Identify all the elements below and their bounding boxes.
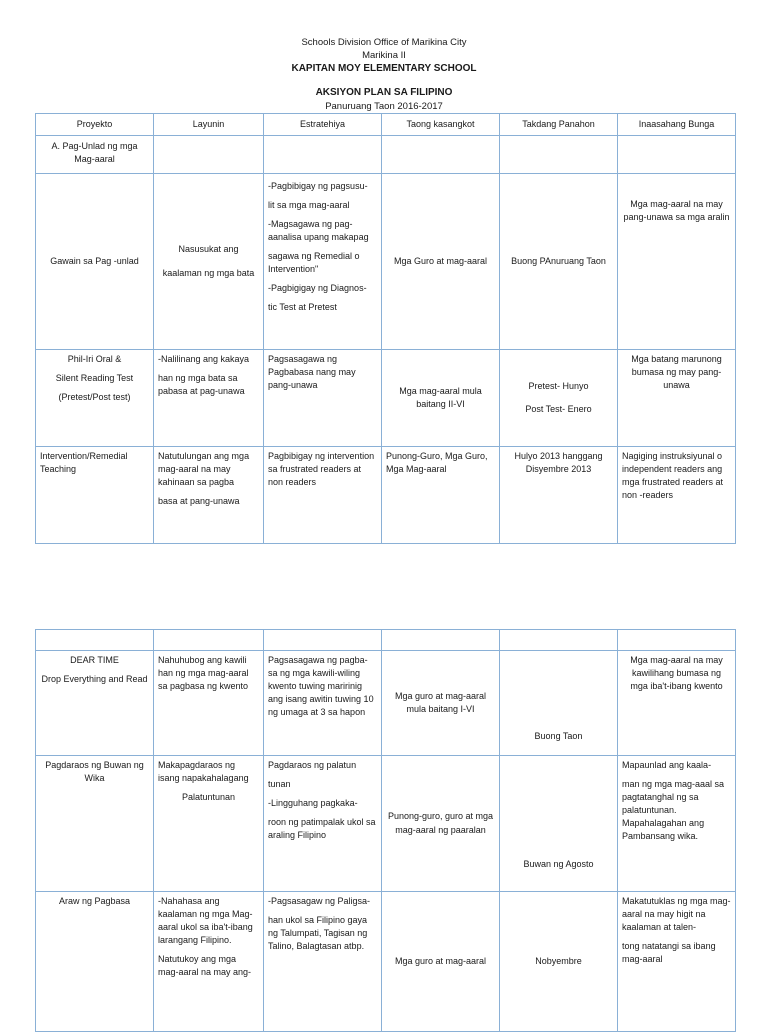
empty-header-row <box>36 630 736 651</box>
col-header-takdang-panahon: Takdang Panahon <box>500 114 618 136</box>
office-name: Schools Division Office of Marikina City <box>301 37 467 48</box>
cell-takdang-panahon: Buong Taon <box>500 651 618 756</box>
cell-inaasahang-bunga: Makatutuklas ng mga mag-aaral na may higit na kaalaman at talen- tong natatangi sa ibang mag-aaral <box>618 892 736 1032</box>
document-header <box>0 36 768 113</box>
cell-inaasahang-bunga: Mga mag-aaral na may kawilihang bumasa ng mga iba't-ibang kwento <box>618 651 736 756</box>
col-header-layunin: Layunin <box>154 114 264 136</box>
school-year: Panuruang Taon 2016-2017 <box>325 101 443 112</box>
cell-layunin: -Nalilinang ang kakaya han ng mga bata sa pabasa at pag-unawa <box>154 350 264 447</box>
cell-layunin: Makapagdaraos ng isang napakahalagang Palatuntunan <box>154 756 264 892</box>
cell-layunin: -Nahahasa ang kaalaman ng mga Mag-aaral ukol sa iba't-ibang larangang Filipino. Natutukoy ang mga mag-aaral na may ang- <box>154 892 264 1032</box>
col-header-proyekto: Proyekto <box>36 114 154 136</box>
table-row <box>36 174 736 350</box>
cell-inaasahang-bunga: Mga batang marunong bumasa ng may pang-unawa <box>618 350 736 447</box>
cell-taong-kasangkot: Mga mag-aaral mula baitang II-VI <box>382 350 500 447</box>
table-row <box>36 756 736 892</box>
col-header-estratehiya: Estratehiya <box>264 114 382 136</box>
cell-inaasahang-bunga: Nagiging instruksiyunal o independent readers ang mga frustrated readers at non -readers <box>618 447 736 544</box>
cell-estratehiya: Pagsasagawa ng pagba- sa ng mga kawili-wiling kwento tuwing maririnig ang isang awitin tuwing 10 ng umaga at 3 sa hapon <box>264 651 382 756</box>
district-name: Marikina II <box>362 50 406 61</box>
cell-taong-kasangkot: Punong-Guro, Mga Guro, Mga Mag-aaral <box>382 447 500 544</box>
table-header-row <box>36 114 736 136</box>
section-row <box>36 136 736 174</box>
table-row <box>36 651 736 756</box>
action-plan-table-2 <box>35 629 736 1032</box>
cell-takdang-panahon: Pretest- Hunyo Post Test- Enero <box>500 350 618 447</box>
col-header-taong-kasangkot: Taong kasangkot <box>382 114 500 136</box>
cell-estratehiya: -Pagsasagaw ng Paligsa- han ukol sa Filipino gaya ng Talumpati, Tagisan ng Talino, Balagtasan atbp. <box>264 892 382 1032</box>
cell-taong-kasangkot: Mga guro at mag-aaral mula baitang I-VI <box>382 651 500 756</box>
col-header-inaasahang-bunga: Inaasahang Bunga <box>618 114 736 136</box>
school-name: KAPITAN MOY ELEMENTARY SCHOOL <box>291 63 477 74</box>
cell-inaasahang-bunga: Mapaunlad ang kaala- man ng mga mag-aaal sa pagtatanghal ng sa palatuntunan. Mapahalagahan ang Pambansang wika. <box>618 756 736 892</box>
cell-proyekto: Gawain sa Pag -unlad <box>36 174 154 350</box>
table-row <box>36 350 736 447</box>
cell-estratehiya: Pagbibigay ng intervention sa frustrated readers at non readers <box>264 447 382 544</box>
section-label: A. Pag-Unlad ng mga Mag-aaral <box>36 136 154 174</box>
cell-estratehiya: Pagsasagawa ng Pagbabasa nang may pang-unawa <box>264 350 382 447</box>
cell-proyekto: Pagdaraos ng Buwan ng Wika <box>36 756 154 892</box>
table-row <box>36 892 736 1032</box>
cell-takdang-panahon: Hulyo 2013 hanggang Disyembre 2013 <box>500 447 618 544</box>
cell-layunin: Natutulungan ang mga mag-aaral na may kahinaan sa pagba basa at pang-unawa <box>154 447 264 544</box>
cell-proyekto: Phil-Iri Oral & Silent Reading Test (Pretest/Post test) <box>36 350 154 447</box>
cell-estratehiya: -Pagbibigay ng pagsusu- lit sa mga mag-aaral -Magsagawa ng pag-aanalisa upang makapag sagawa ng Remedial o Intervention" -Pagbigigay ng Diagnos- tic Test at Pretest <box>264 174 382 350</box>
plan-title: AKSIYON PLAN SA FILIPINO <box>315 87 453 98</box>
cell-taong-kasangkot: Mga guro at mag-aaral <box>382 892 500 1032</box>
cell-layunin: Nasusukat ang kaalaman ng mga bata <box>154 174 264 350</box>
cell-proyekto: Araw ng Pagbasa <box>36 892 154 1032</box>
cell-taong-kasangkot: Punong-guro, guro at mga mag-aaral ng paaralan <box>382 756 500 892</box>
cell-proyekto: DEAR TIME Drop Everything and Read <box>36 651 154 756</box>
cell-inaasahang-bunga: Mga mag-aaral na may pang-unawa sa mga aralin <box>618 174 736 350</box>
cell-proyekto: Intervention/Remedial Teaching <box>36 447 154 544</box>
cell-takdang-panahon: Nobyembre <box>500 892 618 1032</box>
action-plan-table-1 <box>35 113 736 544</box>
cell-estratehiya: Pagdaraos ng palatun tunan -Lingguhang pagkaka- roon ng patimpalak ukol sa araling Filipino <box>264 756 382 892</box>
cell-takdang-panahon: Buong PAnuruang Taon <box>500 174 618 350</box>
table-row <box>36 447 736 544</box>
cell-layunin: Nahuhubog ang kawili han ng mga mag-aaral sa pagbasa ng kwento <box>154 651 264 756</box>
cell-taong-kasangkot: Mga Guro at mag-aaral <box>382 174 500 350</box>
cell-takdang-panahon: Buwan ng Agosto <box>500 756 618 892</box>
